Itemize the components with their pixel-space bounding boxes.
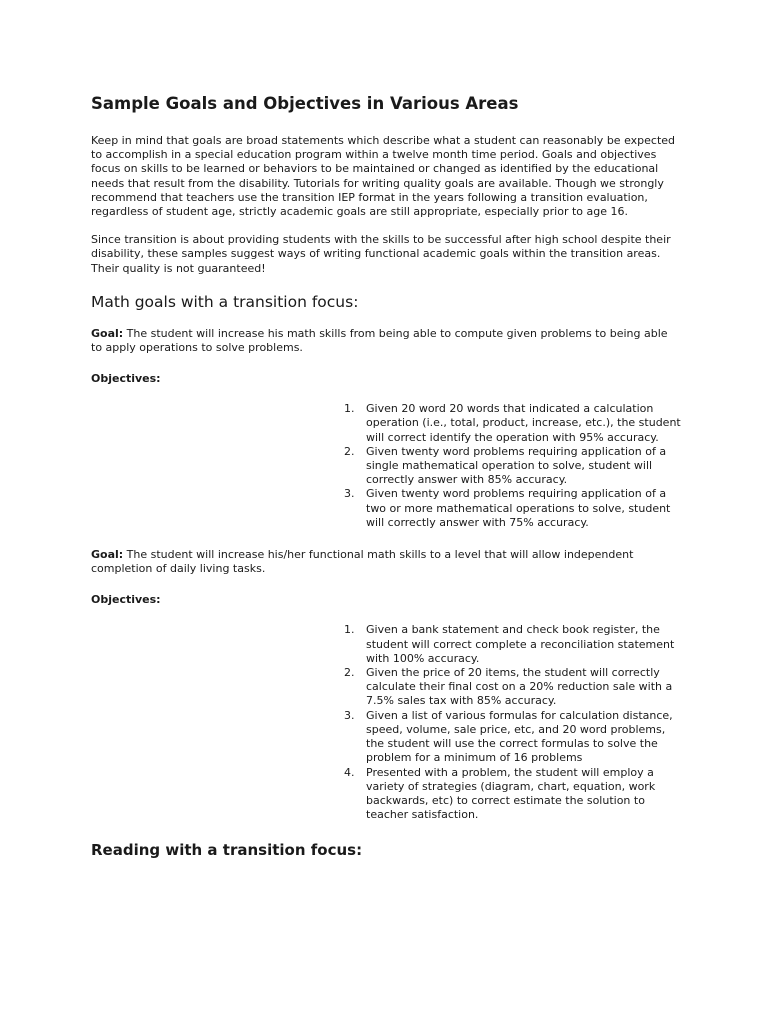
list-number: 4. xyxy=(344,765,355,779)
list-text: Given twenty word problems requiring application of a single mathematical operation to solve, student will correctly answer with 85% accuracy. xyxy=(366,444,667,487)
math-section-heading: Math goals with a transition focus: xyxy=(91,292,359,311)
goal-text: The student will increase his/her functional math skills to a level that will allow independent completion of daily living tasks. xyxy=(91,548,634,576)
list-number: 2. xyxy=(344,444,355,458)
list-text: Presented with a problem, the student will employ a variety of strategies (diagram, chart, equation, work backwards, etc) to correct estimate the solution to teacher satisfaction. xyxy=(366,765,656,822)
list-item xyxy=(341,402,681,445)
objectives-label: Objectives: xyxy=(91,593,161,607)
reading-section-heading: Reading with a transition focus: xyxy=(91,841,363,860)
list-text: Given the price of 20 items, the student will correctly calculate their final cost on a 20% reduction sale with a 7.5% sales tax with 85% accuracy. xyxy=(366,666,673,708)
list-text: Given a bank statement and check book register, the student will correct complete a reconciliation statement with 100% accuracy. xyxy=(366,623,675,665)
document-page xyxy=(91,94,681,875)
list-text: Given twenty word problems requiring application of a two or more mathematical operations to solve, student will correctly answer with 75% accuracy. xyxy=(366,487,671,529)
list-item xyxy=(341,666,681,709)
math-goal-2 xyxy=(91,548,681,576)
objectives-list-goal-2 xyxy=(341,623,681,822)
objectives-label: Objectives: xyxy=(91,372,161,386)
goal-text: The student will increase his math skills from being able to compute given problems to being able to apply operations to solve problems. xyxy=(91,326,668,355)
list-number: 1. xyxy=(344,623,355,637)
list-text: Given a list of various formulas for calculation distance, speed, volume, sale price, etc, and 20 word problems, the student will use the correct formulas to solve the problem for a minimum of 16 problems xyxy=(366,708,673,765)
goal-label: Goal: xyxy=(91,548,124,562)
intro-paragraph-1: Keep in mind that goals are broad statements which describe what a student can reasonably be expected to accomplish in a special education program within a twelve month time period. Goals and objectives focus on skills to be learned or behaviors to be maintained or changed as identified by the educational needs that result from the disability. Tutorials for writing quality goals are available. Though we strongly recommend that teachers use the transition IEP format in the years following a transition evaluation, regardless of student age, strictly academic goals are still appropriate, especially prior to age 16. xyxy=(91,134,676,219)
list-text: Given 20 word 20 words that indicated a calculation operation (i.e., total, product, increase, etc.), the student will correct identify the operation with 95% accuracy. xyxy=(366,402,681,444)
list-number: 1. xyxy=(344,402,355,416)
list-item xyxy=(341,766,681,823)
list-item xyxy=(341,709,681,766)
list-number: 2. xyxy=(344,666,355,680)
list-number: 3. xyxy=(344,487,355,501)
document-title: Sample Goals and Objectives in Various Areas xyxy=(91,94,519,113)
list-item xyxy=(341,487,681,530)
goal-label: Goal: xyxy=(91,326,124,340)
list-item xyxy=(341,623,681,666)
objectives-list-goal-1 xyxy=(341,402,681,530)
math-goal-1 xyxy=(91,327,681,355)
intro-paragraph-2: Since transition is about providing students with the skills to be successful after high school despite their disability, these samples suggest ways of writing functional academic goals within the transition areas. Their quality is not guaranteed! xyxy=(91,233,671,275)
list-item xyxy=(341,445,681,488)
list-number: 3. xyxy=(344,708,355,722)
